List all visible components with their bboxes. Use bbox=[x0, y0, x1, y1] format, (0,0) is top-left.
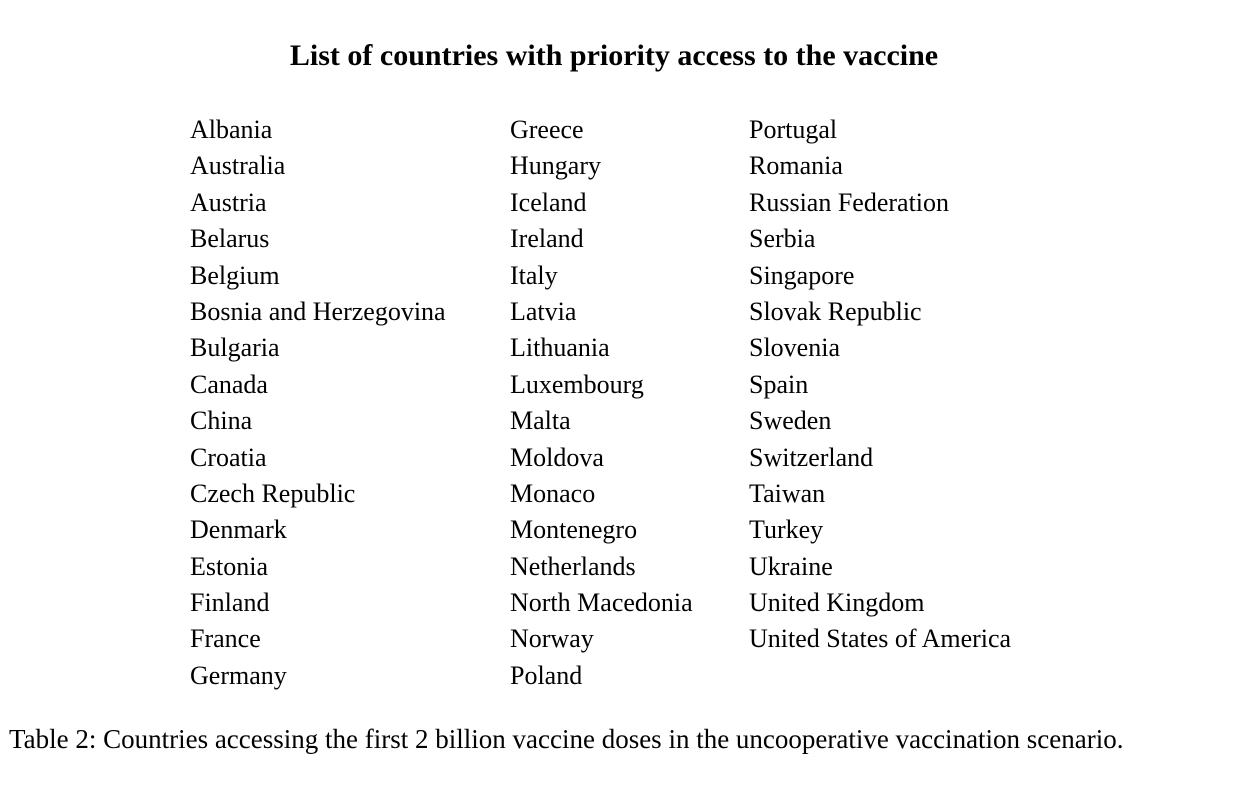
table-title: List of countries with priority access to the vaccine bbox=[289, 39, 939, 72]
country-cell: Romania bbox=[749, 151, 843, 181]
country-cell: Slovenia bbox=[749, 333, 840, 363]
country-cell: Ireland bbox=[510, 224, 584, 254]
country-cell: Singapore bbox=[749, 260, 855, 290]
country-cell: Lithuania bbox=[510, 333, 610, 363]
country-cell: North Macedonia bbox=[510, 588, 693, 618]
country-cell: Serbia bbox=[749, 224, 816, 254]
country-cell: Bulgaria bbox=[190, 333, 280, 363]
country-cell: Austria bbox=[190, 187, 267, 217]
country-cell: Australia bbox=[190, 151, 286, 181]
country-cell: Croatia bbox=[190, 442, 267, 472]
country-cell: Italy bbox=[510, 260, 558, 290]
country-cell: Monaco bbox=[510, 478, 596, 508]
country-column-3 bbox=[749, 112, 1069, 694]
country-cell: Montenegro bbox=[510, 515, 638, 545]
country-cell: Malta bbox=[510, 406, 571, 436]
country-cell: Belarus bbox=[190, 224, 270, 254]
country-cell: Canada bbox=[190, 369, 268, 399]
country-cell: Ukraine bbox=[749, 551, 833, 581]
country-cell: United Kingdom bbox=[749, 588, 925, 618]
country-cell: Turkey bbox=[749, 515, 824, 545]
country-cell: Hungary bbox=[510, 151, 601, 181]
country-cell: Sweden bbox=[749, 406, 832, 436]
country-cell: Moldova bbox=[510, 442, 604, 472]
country-cell: United States of America bbox=[749, 624, 1012, 654]
country-cell: Bosnia and Herzegovina bbox=[190, 296, 446, 326]
country-cell: Slovak Republic bbox=[749, 296, 922, 326]
country-cell: Norway bbox=[510, 624, 594, 654]
country-cell: Albania bbox=[190, 115, 273, 144]
country-table bbox=[190, 112, 1069, 694]
country-cell: Czech Republic bbox=[190, 478, 356, 508]
country-cell: Taiwan bbox=[749, 478, 826, 508]
country-cell: Netherlands bbox=[510, 551, 636, 581]
country-cell: Portugal bbox=[749, 115, 838, 144]
country-cell: Finland bbox=[190, 588, 270, 618]
country-cell: Poland bbox=[510, 660, 583, 690]
country-column-1 bbox=[190, 112, 510, 694]
table-caption: Table 2: Countries accessing the first 2 billion vaccine doses in the uncooperative vaccination scenario. bbox=[9, 724, 1124, 754]
country-cell: Switzerland bbox=[749, 442, 874, 472]
country-column-2 bbox=[510, 112, 749, 694]
country-cell: Greece bbox=[510, 115, 584, 144]
country-cell: Germany bbox=[190, 660, 287, 690]
country-cell: Estonia bbox=[190, 551, 268, 581]
country-cell: Iceland bbox=[510, 187, 587, 217]
country-cell: Belgium bbox=[190, 260, 280, 290]
country-cell: Russian Federation bbox=[749, 187, 950, 217]
country-cell: China bbox=[190, 406, 253, 436]
country-cell: Denmark bbox=[190, 515, 287, 545]
country-cell: Spain bbox=[749, 369, 809, 399]
country-cell: Latvia bbox=[510, 296, 577, 326]
country-cell: Luxembourg bbox=[510, 369, 644, 399]
country-cell: France bbox=[190, 624, 261, 654]
